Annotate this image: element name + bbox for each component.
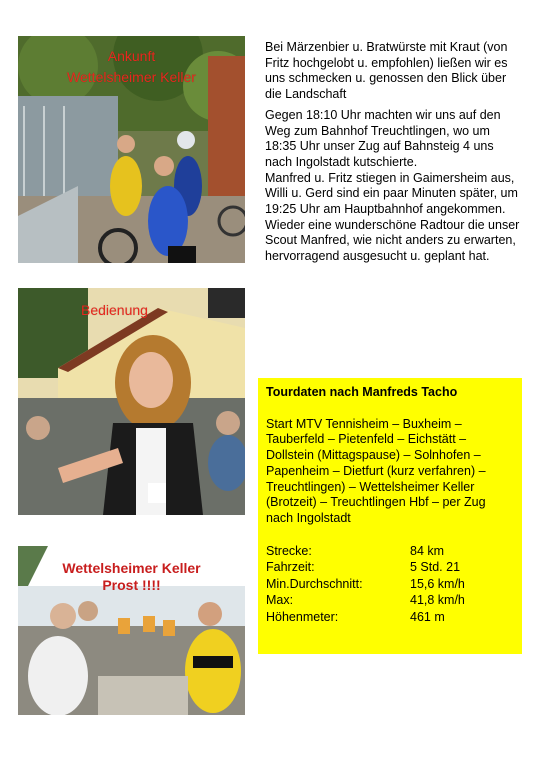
photo-waitress — [18, 288, 245, 515]
tour-data-box — [258, 378, 522, 654]
tour-data-title: Tourdaten nach Manfreds Tacho — [266, 385, 458, 399]
photo-prost — [18, 546, 245, 715]
stat-label: Höhenmeter: — [266, 610, 339, 624]
stat-label: Strecke: — [266, 543, 312, 558]
tour-route: Start MTV Tennisheim – Buxheim – Tauberfeld – Pietenfeld – Eichstätt – Dollstein (Mittagspause) – Solnhofen – Papenheim – Dietfurt (kurz verfahren) – Treuchtlingen) – Wettelsheimer Keller (Brotzeit) – Treuchtlingen Hbf – per Zug nach Ingolstadt — [266, 416, 486, 525]
waitress-caption: Bedienung — [81, 302, 148, 318]
stat-value: 41,8 km/h — [410, 593, 465, 608]
prost-caption-line1: Wettelsheimer Keller — [62, 560, 201, 576]
photo-arrival — [18, 36, 245, 263]
arrival-caption-line2: Wettelsheimer Keller — [67, 69, 196, 85]
stat-label: Fahrzeit: — [266, 560, 315, 575]
waitress-photo-image — [18, 288, 245, 515]
prost-caption-line2: Prost !!!! — [102, 577, 161, 593]
stat-label: Max: — [266, 593, 294, 608]
story-paragraph-3: Manfred u. Fritz stiegen in Gaimersheim aus, Willi u. Gerd sind ein paar Minuten später, um 19:25 Uhr am Hauptbahnhof angekommen. — [265, 170, 518, 217]
stat-label: Min.Durchschnitt: — [266, 576, 363, 591]
stat-row — [266, 609, 465, 626]
stat-value: 5 Std. 21 — [410, 560, 461, 575]
stat-value: 15,6 km/h — [410, 576, 465, 591]
stat-row — [266, 576, 465, 593]
story-text — [265, 40, 521, 270]
stat-row — [266, 592, 465, 609]
story-paragraph-2: Gegen 18:10 Uhr machten wir uns auf den Weg zum Bahnhof Treuchtlingen, wo um 18:35 Uhr unser Zug auf Bahnsteig 4 uns nach Ingolstadt kutschierte. — [265, 107, 501, 169]
stat-row — [266, 559, 465, 576]
stat-value: 461 m — [410, 610, 445, 624]
stat-row — [266, 543, 465, 560]
stat-value: 84 km — [410, 543, 445, 558]
story-paragraph-1: Bei Märzenbier u. Bratwürste mit Kraut (von Fritz hochgelobt u. empfohlen) ließen wir es uns schmecken u. genossen den Blick über die Landschaft — [265, 40, 508, 102]
story-paragraph-4: Wieder eine wunderschöne Radtour die unser Scout Manfred, wie nicht anders zu erwarten, hervorragend ausgesucht u. geplant hat. — [265, 217, 520, 264]
arrival-caption-line1: Ankunft — [107, 48, 156, 64]
tour-stats-table — [266, 543, 465, 626]
